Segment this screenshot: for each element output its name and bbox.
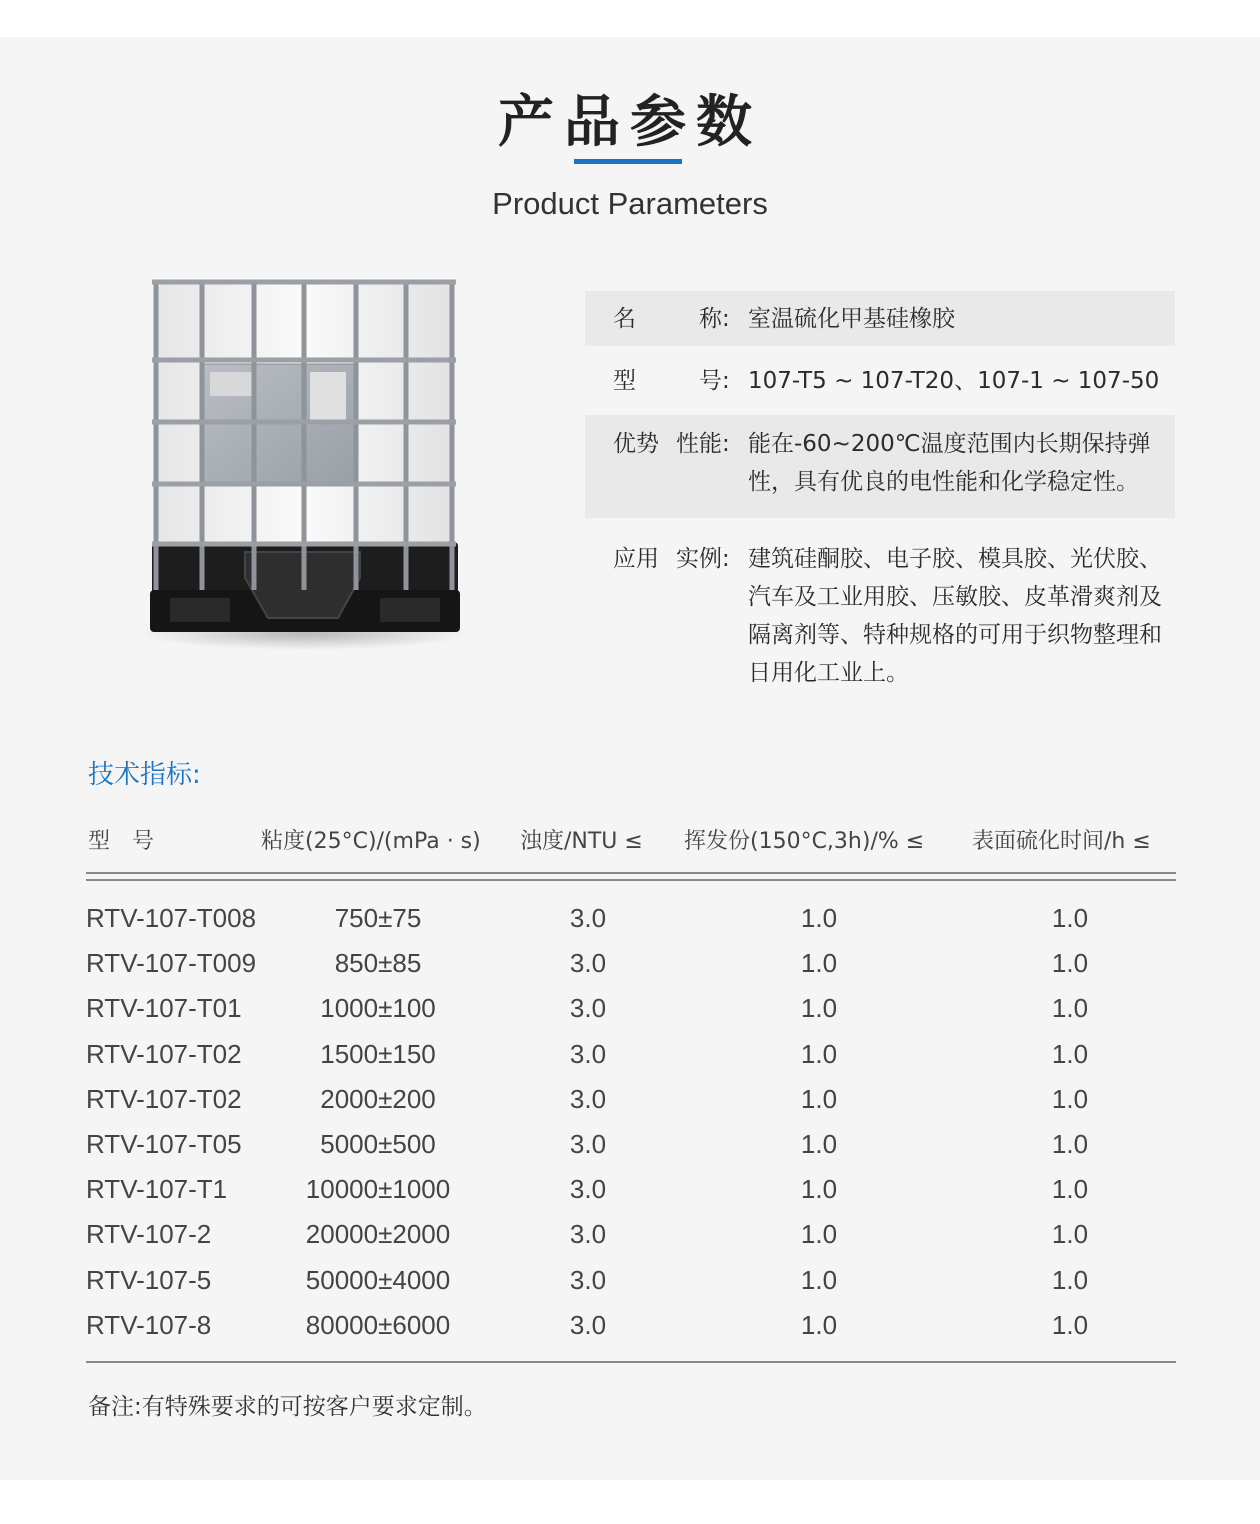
- cell-viscosity: 1500±150: [320, 1038, 436, 1069]
- cell-volatile: 1.0: [800, 903, 838, 933]
- cell-cure-time: 1.0: [1051, 1219, 1089, 1250]
- cell-cure-time: 1.0: [1051, 903, 1089, 933]
- cell-viscosity: 1000±100: [320, 993, 436, 1024]
- cell-turbidity: 3.0: [569, 1219, 607, 1250]
- param-row-name: [585, 291, 1175, 346]
- tech-table: [86, 820, 1176, 1363]
- cell-turbidity: 3.0: [569, 1174, 607, 1205]
- cell-volatile: 1.0: [800, 1309, 838, 1340]
- remark-note: 备注:有特殊要求的可按客户要求定制。: [88, 1394, 487, 1420]
- param-label-part: 名: [613, 305, 636, 332]
- cell-turbidity: 3.0: [569, 1309, 607, 1340]
- cell-model: RTV-107-T01: [86, 993, 242, 1024]
- header-turbidity: 浊度/NTU ≤: [520, 829, 643, 854]
- table-bottom-rule: [86, 1361, 1176, 1363]
- ibc-tote-container-icon: [140, 272, 470, 652]
- cell-cure-time: 1.0: [1051, 1174, 1089, 1205]
- param-value: 能在-60~200℃温度范围内长期保持弹性，具有优良的电性能和化学稳定性。: [748, 431, 1151, 495]
- param-label-part: 优势: [613, 431, 659, 457]
- cell-cure-time: 1.0: [1051, 1309, 1089, 1340]
- cell-volatile: 1.0: [800, 1219, 838, 1250]
- cell-viscosity: 10000±1000: [305, 1174, 451, 1205]
- table-row: [86, 985, 1176, 1030]
- cell-viscosity: 50000±4000: [305, 1264, 451, 1295]
- table-row: [86, 1166, 1176, 1211]
- cell-cure-time: 1.0: [1051, 1264, 1089, 1295]
- param-label: [585, 540, 722, 692]
- cell-turbidity: 3.0: [569, 1038, 607, 1069]
- param-label-part: 号: [699, 367, 722, 394]
- table-header: [86, 820, 1176, 870]
- param-label-part: 实例: [676, 546, 722, 572]
- cell-turbidity: 3.0: [569, 993, 607, 1024]
- cell-cure-time: 1.0: [1051, 1083, 1089, 1114]
- param-label: [585, 362, 722, 400]
- cell-cure-time: 1.0: [1051, 948, 1089, 979]
- cell-volatile: 1.0: [800, 993, 838, 1024]
- page-title: 产品参数: [498, 90, 762, 155]
- param-value: 室温硫化甲基硅橡胶: [748, 305, 955, 332]
- param-label-part: 应用: [613, 546, 659, 572]
- cell-cure-time: 1.0: [1051, 993, 1089, 1024]
- param-colon: :: [722, 546, 730, 572]
- param-row-applications: [585, 518, 1175, 692]
- param-row-advantages: [585, 415, 1175, 518]
- cell-model: RTV-107-T02: [86, 1083, 242, 1114]
- cell-model: RTV-107-8: [86, 1309, 212, 1340]
- cell-cure-time: 1.0: [1051, 1128, 1089, 1159]
- table-row: [86, 1076, 1176, 1121]
- cell-model: RTV-107-5: [86, 1264, 212, 1295]
- title-underline: [574, 159, 682, 164]
- cell-turbidity: 3.0: [569, 1128, 607, 1159]
- table-row: [86, 1031, 1176, 1076]
- param-label: [585, 425, 722, 501]
- table-row: [86, 1121, 1176, 1166]
- cell-cure-time: 1.0: [1051, 1038, 1089, 1069]
- cell-volatile: 1.0: [800, 1174, 838, 1205]
- table-body: [86, 895, 1176, 1347]
- cell-volatile: 1.0: [800, 1264, 838, 1295]
- param-label-part: 性能: [676, 431, 722, 457]
- cell-volatile: 1.0: [800, 1083, 838, 1114]
- cell-model: RTV-107-T009: [86, 948, 257, 979]
- cell-viscosity: 750±75: [334, 903, 422, 933]
- cell-model: RTV-107-T02: [86, 1038, 242, 1069]
- header-cure-time: 表面硫化时间/h ≤: [972, 829, 1151, 854]
- page-subtitle: Product Parameters: [492, 186, 768, 221]
- cell-turbidity: 3.0: [569, 1083, 607, 1114]
- tech-title: 技术指标:: [88, 760, 201, 790]
- table-row: [86, 1302, 1176, 1347]
- header-viscosity: 粘度(25°C)/(mPa · s): [261, 829, 481, 854]
- cell-model: RTV-107-T1: [86, 1174, 228, 1205]
- product-params: [585, 291, 1175, 692]
- cell-volatile: 1.0: [800, 1128, 838, 1159]
- cell-model: RTV-107-2: [86, 1219, 212, 1250]
- param-label-part: 型: [613, 367, 636, 394]
- cell-viscosity: 5000±500: [320, 1128, 436, 1159]
- cell-viscosity: 2000±200: [320, 1083, 436, 1114]
- param-label: [585, 300, 722, 338]
- param-colon: :: [722, 367, 730, 394]
- param-value: 建筑硅酮胶、电子胶、模具胶、光伏胶、汽车及工业用胶、压敏胶、皮革滑爽剂及隔离剂等、特种规格的可用于织物整理和日用化工业上。: [748, 546, 1162, 686]
- header-model: 型 号: [88, 829, 155, 854]
- param-label-part: 称: [699, 305, 722, 332]
- cell-turbidity: 3.0: [569, 903, 607, 933]
- cell-model: RTV-107-T05: [86, 1128, 242, 1159]
- cell-turbidity: 3.0: [569, 1264, 607, 1295]
- table-row: [86, 1211, 1176, 1256]
- cell-turbidity: 3.0: [569, 948, 607, 979]
- param-row-model: [585, 346, 1175, 415]
- cell-viscosity: 20000±2000: [305, 1219, 451, 1250]
- param-value: 107-T5 ~ 107-T20、107-1 ~ 107-50: [748, 367, 1160, 394]
- table-row: [86, 940, 1176, 985]
- table-row: [86, 1257, 1176, 1302]
- cell-viscosity: 850±85: [334, 948, 422, 979]
- param-colon: :: [722, 431, 730, 457]
- header-divider: [86, 872, 1176, 881]
- cell-volatile: 1.0: [800, 948, 838, 979]
- cell-volatile: 1.0: [800, 1038, 838, 1069]
- cell-model: RTV-107-T008: [86, 903, 257, 933]
- header-volatile: 挥发份(150°C,3h)/% ≤: [684, 829, 925, 854]
- cell-viscosity: 80000±6000: [305, 1309, 451, 1340]
- param-colon: :: [722, 305, 730, 332]
- table-row: [86, 895, 1176, 940]
